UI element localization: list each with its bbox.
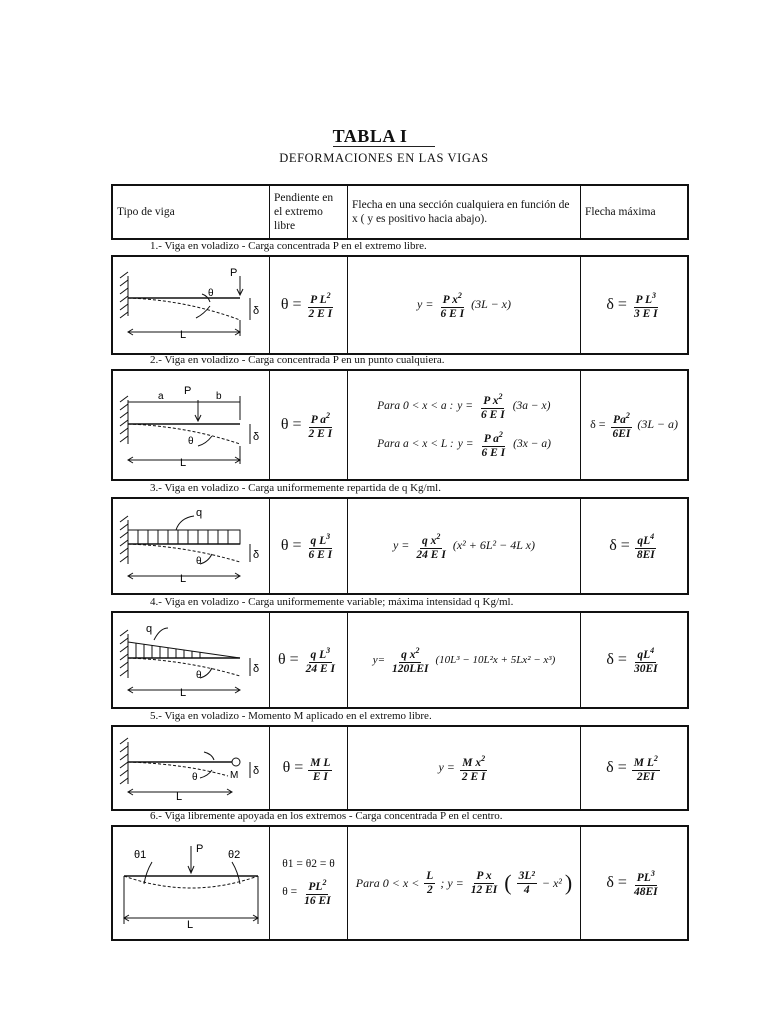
svg-text:L: L bbox=[187, 919, 194, 931]
svg-text:δ: δ bbox=[253, 431, 260, 443]
section-label-4: 4.- Viga en voladizo - Carga uniformemente variable; máxima intensidad q Kg/ml. bbox=[150, 596, 514, 608]
svg-text:b: b bbox=[216, 391, 222, 402]
beam-row-2 bbox=[111, 369, 689, 481]
deflection-3: y = $\frac{q x^2}{\text{24 E I}}$ (x² + 6L² − 4L x) bbox=[348, 499, 581, 593]
svg-text:δ: δ bbox=[253, 549, 260, 561]
section-label-1: 1.- Viga en voladizo - Carga concentrada P en el extremo libre. bbox=[150, 240, 427, 252]
max-deflection-5: δ = $\frac{M L^2}{2EI}$ bbox=[606, 754, 658, 783]
beam-row-1 bbox=[111, 255, 689, 355]
svg-text:θ: θ bbox=[192, 772, 198, 783]
section-label-5: 5.- Viga en voladizo - Momento M aplicado en el extremo libre. bbox=[150, 710, 432, 722]
deflection-4: y= $\frac{q x^2}{\text{120LEI}}$ (10L³ − 10L²x + 5Lx² − x³) bbox=[348, 613, 581, 707]
page-subtitle: DEFORMACIONES EN LAS VIGAS bbox=[279, 151, 489, 165]
header-tipo: Tipo de viga bbox=[113, 186, 270, 238]
slope-1: θ = $\frac{P L^2}{\text{2 E I}}$ bbox=[270, 257, 348, 353]
svg-text:a: a bbox=[158, 391, 164, 402]
slope-6: θ1 = θ2 = θ θ = $\frac{PL^2}{16 EI}$ bbox=[270, 827, 348, 939]
beam-row-5 bbox=[111, 725, 689, 811]
svg-text:δ: δ bbox=[253, 765, 260, 777]
beam-diagram-3 bbox=[113, 499, 270, 593]
svg-text:q: q bbox=[196, 507, 203, 519]
beam-diagram-1 bbox=[113, 257, 270, 353]
svg-text:q: q bbox=[146, 623, 153, 635]
page-title: TABLA I bbox=[0, 126, 768, 147]
svg-text:θ1: θ1 bbox=[134, 849, 147, 861]
beam-row-6 bbox=[111, 825, 689, 941]
beam-row-3 bbox=[111, 497, 689, 595]
max-deflection-2: δ = $\frac{Pa^2}{6EI}$ (3L − a) bbox=[590, 411, 678, 440]
svg-text:P: P bbox=[196, 843, 204, 855]
beam-diagram-6 bbox=[113, 827, 270, 939]
beam-diagram-5 bbox=[113, 727, 270, 809]
max-deflection-3: δ = $\frac{qL^4}{8EI}$ bbox=[609, 532, 655, 561]
deflection-6: Para 0 < x < $\frac{L}{2}$ ; y = $\frac{\text{P x}}{12 EI}$ ( $\frac{\text{3L²}}{4}$ − x² ) bbox=[348, 827, 581, 939]
deflection-5: y = $\frac{M x^2}{\text{2 E I}}$ bbox=[348, 727, 581, 809]
svg-text:L: L bbox=[180, 457, 187, 469]
max-deflection-1: δ = $\frac{P L^3}{\text{3 E I}}$ bbox=[606, 291, 658, 320]
max-deflection-6: δ = $\frac{PL^3}{48EI}$ bbox=[606, 869, 658, 898]
svg-text:L: L bbox=[176, 791, 183, 803]
label-P: P bbox=[230, 267, 238, 279]
header-pendiente: Pendiente en el extremo libre bbox=[270, 186, 348, 238]
deflection-1: y = $\frac{P x^2}{\text{6 E I}}$ (3L − x) bbox=[348, 257, 581, 353]
slope-5: θ = $\frac{\text{M L}}{\text{E I}}$ bbox=[270, 727, 348, 809]
label-L: L bbox=[180, 329, 187, 341]
label-theta: θ bbox=[208, 288, 214, 299]
svg-text:M: M bbox=[230, 770, 239, 781]
svg-text:θ2: θ2 bbox=[228, 849, 241, 861]
slope-2: θ = $\frac{P a^2}{\text{2 E I}}$ bbox=[270, 371, 348, 479]
beam-diagram-4 bbox=[113, 613, 270, 707]
max-deflection-4: δ = $\frac{qL^4}{30EI}$ bbox=[606, 646, 658, 675]
table-header bbox=[111, 184, 689, 240]
svg-text:θ: θ bbox=[196, 670, 202, 681]
svg-text:L: L bbox=[180, 573, 187, 585]
slope-3: θ = $\frac{q L^3}{\text{6 E I}}$ bbox=[270, 499, 348, 593]
svg-text:L: L bbox=[180, 687, 187, 699]
svg-text:δ: δ bbox=[253, 663, 260, 675]
beam-diagram-2 bbox=[113, 371, 270, 479]
section-label-2: 2.- Viga en voladizo - Carga concentrada P en un punto cualquiera. bbox=[150, 354, 445, 366]
svg-text:θ: θ bbox=[196, 556, 202, 567]
svg-text:θ: θ bbox=[188, 436, 194, 447]
beam-row-4 bbox=[111, 611, 689, 709]
deflection-2: Para 0 < x < a : y = $\frac{P x^2}{\text{6 E I}}$ (3a − x) Para a < x < L : y = $\frac{P a^2}{\text{6 E I}}$ (3x − a) bbox=[348, 371, 581, 479]
label-delta: δ bbox=[253, 305, 260, 317]
section-label-3: 3.- Viga en voladizo - Carga uniformemente repartida de q Kg/ml. bbox=[150, 482, 441, 494]
header-flecha-max: Flecha máxima bbox=[585, 206, 656, 218]
header-flecha: Flecha en una sección cualquiera en función de x ( y es positivo hacia abajo). bbox=[348, 186, 581, 238]
slope-4: θ = $\frac{q L^3}{\text{24 E I}}$ bbox=[270, 613, 348, 707]
svg-text:P: P bbox=[184, 385, 192, 397]
section-label-6: 6.- Viga libremente apoyada en los extremos - Carga concentrada P en el centro. bbox=[150, 810, 503, 822]
